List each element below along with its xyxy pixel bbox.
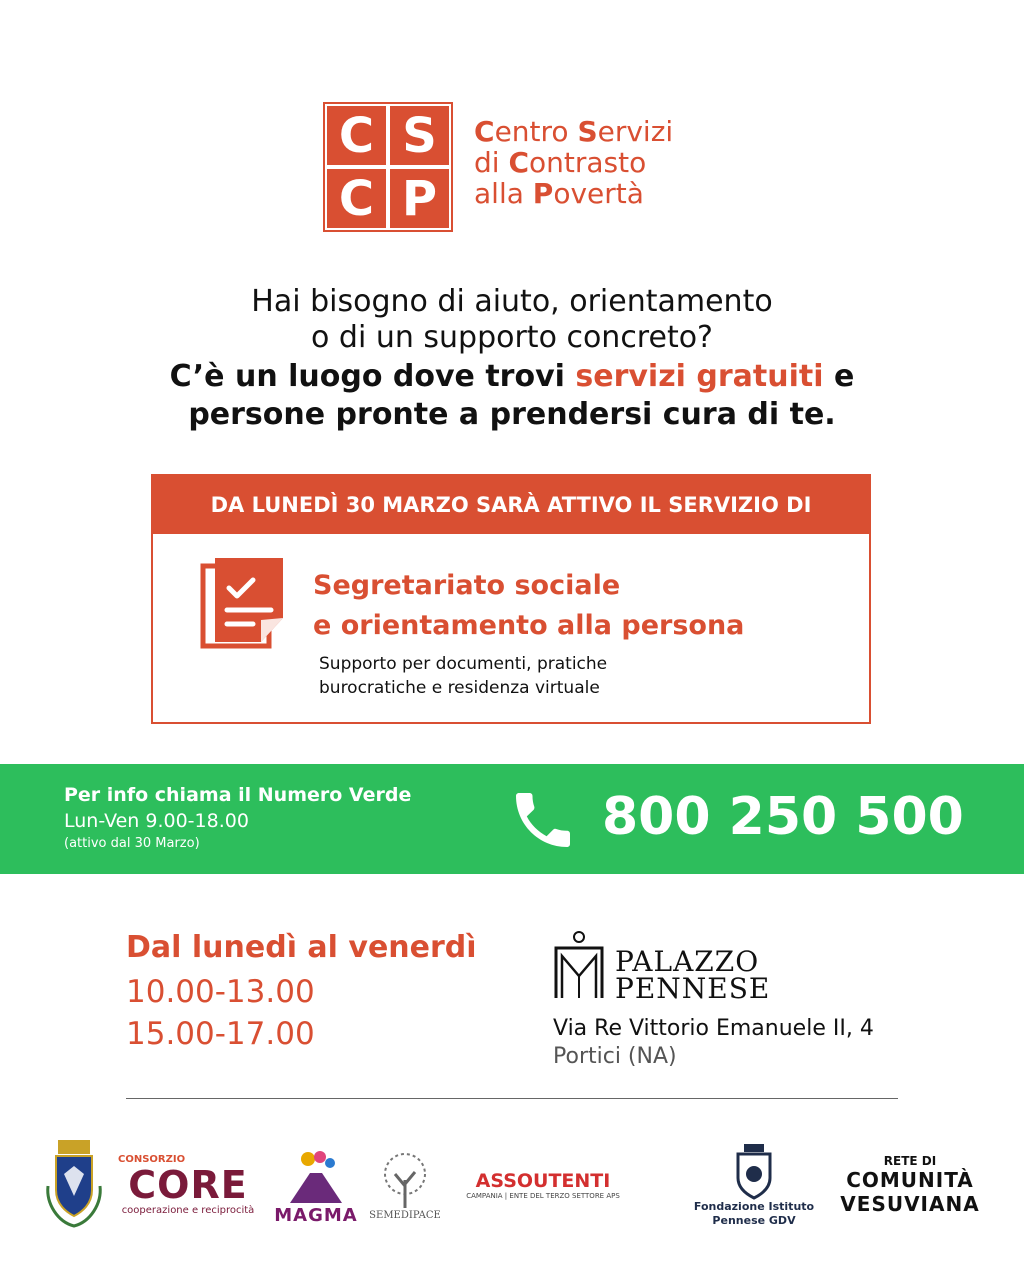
answer-line-2: persone pronte a prendersi cura di te. <box>188 397 836 432</box>
rete-comunita-vesuviana-logo <box>834 1130 986 1240</box>
palazzo-pennese-logo-icon <box>553 930 605 1000</box>
logo-w1d: ervizi <box>597 115 674 148</box>
logo-w2b: C <box>508 146 530 179</box>
fondazione-line-2: Pennese GDV <box>712 1214 796 1227</box>
assoutenti-wordmark: ASSOUTENTI <box>475 1170 611 1192</box>
core-tagline: cooperazione e reciprocità <box>121 1205 255 1216</box>
opening-slot-1: 10.00-13.00 <box>126 974 315 1010</box>
logo-w2c: ontrasto <box>529 146 647 179</box>
service-title-line-2: e orientamento alla persona <box>313 610 745 641</box>
rete-line-2: VESUVIANA <box>840 1192 980 1216</box>
service-title <box>313 566 744 646</box>
phone-number[interactable]: 800 250 500 <box>602 787 964 847</box>
venue-name-line-2: PENNESE <box>615 972 771 1005</box>
opening-days: Dal lunedì al venerdì <box>126 930 477 965</box>
cscp-logo-mark <box>323 102 453 232</box>
info-hours: Lun-Ven 9.00-18.00 <box>64 810 249 832</box>
answer-highlight: servizi gratuiti <box>575 359 824 394</box>
magma-mountain-icon <box>286 1145 346 1205</box>
core-small-label: CONSORZIO <box>118 1154 186 1165</box>
rete-line-1: COMUNITÀ <box>846 1168 974 1192</box>
logo-w1b: entro <box>494 115 578 148</box>
logo-w3c: overtà <box>553 177 644 210</box>
info-label: Per info chiama il Numero Verde <box>64 784 412 806</box>
fondazione-pennese-logo <box>690 1130 818 1240</box>
tree-icon <box>375 1150 435 1210</box>
logo-letter-s: S <box>390 106 449 165</box>
footer-divider <box>126 1098 898 1099</box>
logo-w1c: S <box>577 115 598 148</box>
service-header: DA LUNEDÌ 30 MARZO SARÀ ATTIVO IL SERVIZIO DI <box>153 476 869 534</box>
question-line-2: o di un supporto concreto? <box>311 320 713 355</box>
consorzio-core-logo <box>118 1130 258 1240</box>
rete-small-label: RETE DI <box>883 1154 937 1168</box>
info-band <box>0 764 1024 874</box>
venue-name <box>615 945 771 1005</box>
service-title-line-1: Segretariato sociale <box>313 570 621 601</box>
question-text <box>60 284 964 356</box>
phone-icon <box>505 784 581 856</box>
answer-line-1-pre: C’è un luogo dove trovi <box>169 359 576 394</box>
semedipace-logo <box>366 1130 444 1240</box>
document-check-icon <box>199 556 293 656</box>
logo-w3b: P <box>532 177 554 210</box>
service-desc-line-2: burocratiche e residenza virtuale <box>319 678 600 698</box>
venue-address: Via Re Vittorio Emanuele II, 4 <box>553 1016 874 1041</box>
semedipace-wordmark: SEMEDIPACE <box>369 1209 441 1221</box>
assoutenti-tagline: CAMPANIA | ENTE DEL TERZO SETTORE APS <box>466 1192 620 1200</box>
logo-letter-c2: C <box>327 169 386 228</box>
service-description <box>319 652 607 700</box>
question-line-1: Hai bisogno di aiuto, orientamento <box>251 284 773 319</box>
logo-w1a: C <box>474 115 495 148</box>
portici-coat-of-arms-icon <box>42 1126 106 1230</box>
logo-wordmark <box>474 116 734 209</box>
service-box <box>151 474 871 724</box>
fondazione-crest-icon <box>734 1142 774 1200</box>
venue-name-line-1: PALAZZO <box>615 945 760 978</box>
answer-line-1-post: e <box>823 359 855 394</box>
assoutenti-logo <box>464 1130 622 1240</box>
magma-logo <box>276 1130 356 1240</box>
venue-city: Portici (NA) <box>553 1044 677 1069</box>
answer-text <box>60 358 964 434</box>
magma-wordmark: MAGMA <box>274 1204 358 1226</box>
opening-slot-2: 15.00-17.00 <box>126 1016 315 1052</box>
logo-w3a: alla <box>474 177 533 210</box>
logo-letter-c1: C <box>327 106 386 165</box>
info-note: (attivo dal 30 Marzo) <box>64 836 200 851</box>
logo-w2a: di <box>474 146 509 179</box>
core-wordmark: CORE <box>128 1163 248 1207</box>
service-desc-line-1: Supporto per documenti, pratiche <box>319 654 608 674</box>
logo-letter-p: P <box>390 169 449 228</box>
fondazione-line-1: Fondazione Istituto <box>693 1200 815 1213</box>
